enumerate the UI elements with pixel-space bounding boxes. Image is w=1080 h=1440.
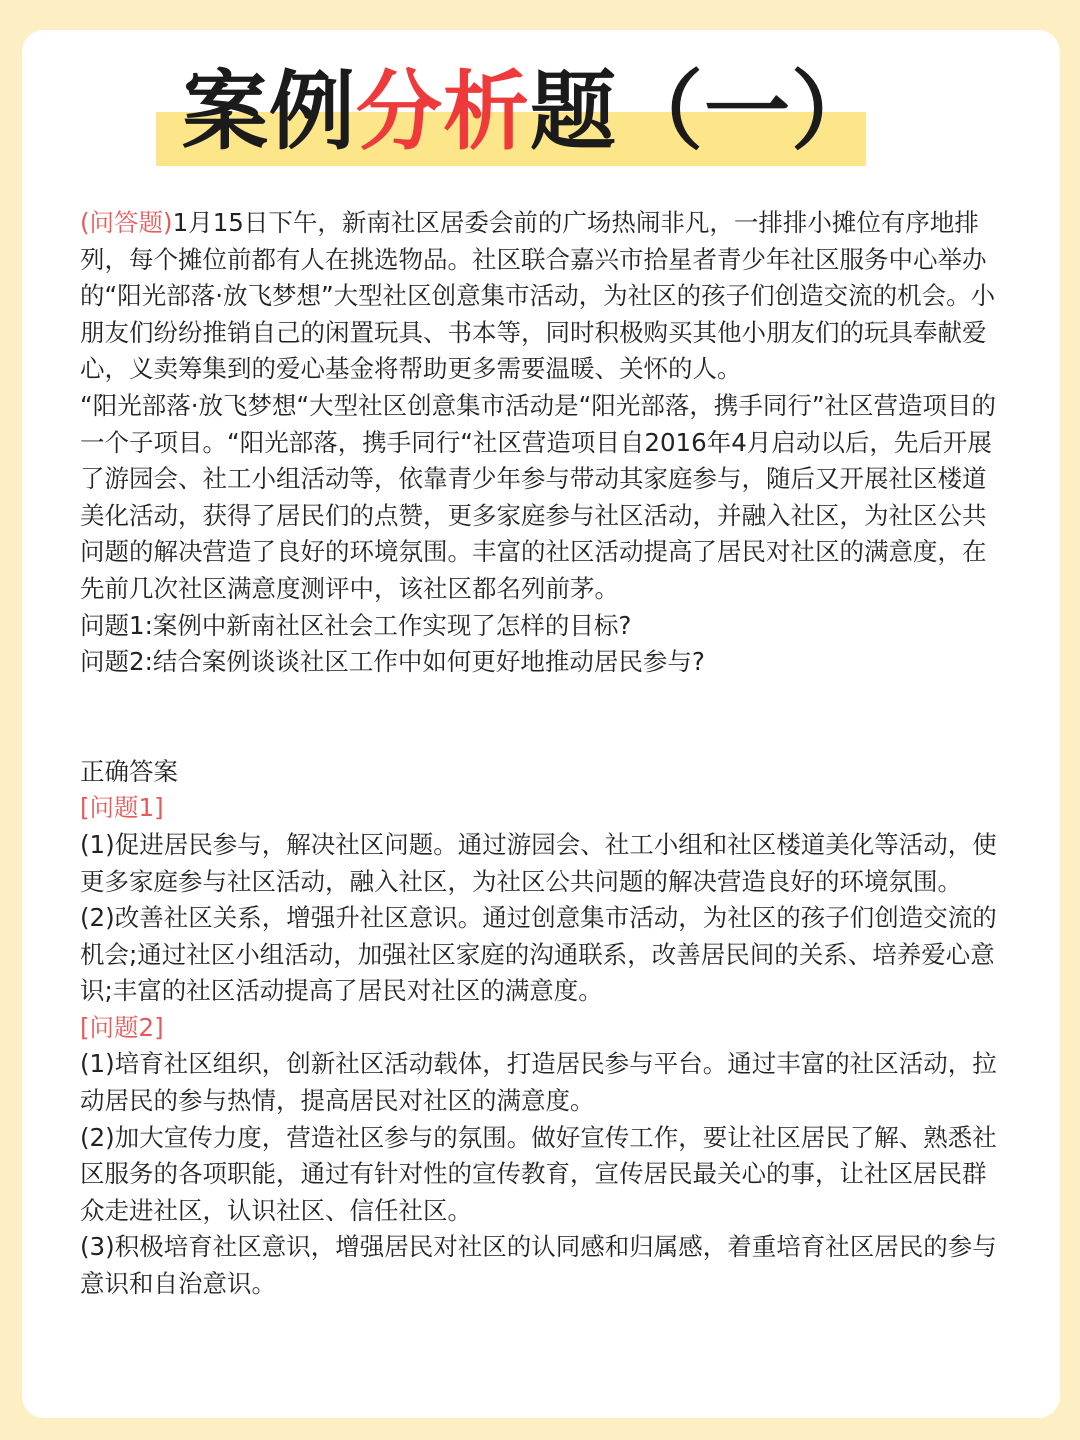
title-part-1: 案例 — [182, 62, 356, 162]
question-paragraph-1 — [80, 205, 1010, 388]
document-body — [80, 205, 1010, 1303]
question-2: 问题2:结合案例谈谈社区工作中如何更好地推动居民参与? — [80, 647, 705, 677]
question-paragraph-1-text: 1月15日下午，新南社区居委会前的广场热闹非凡，一排排小摊位有序地排列，每个摊位前都有人在挑选物品。社区联合嘉兴市拾星者青少年社区服务中心举办的“阳光部落·放飞梦想”大型社区创意集市活动，为社区的孩子们创造交流的机会。小朋友们纷纷推销自己的闲置玩具、书本等，同时积极购买其他小朋友们的玩具奉献爱心，义卖筹集到的爱心基金将帮助更多需要温暖、关怀的人。 — [80, 208, 996, 384]
answer-1-item-1: (1)促进居民参与，解决社区问题。通过游园会、社工小组和社区楼道美化等活动，使更多家庭参与社区活动，融入社区，为社区公共问题的解决营造良好的环境氛围。 — [80, 829, 997, 896]
title-part-2: 分析 — [356, 62, 530, 162]
answer-tag-2: [问题2] — [80, 1012, 164, 1042]
section-spacer — [80, 681, 1010, 754]
answer-2-item-2: (2)加大宣传力度，营造社区参与的氛围。做好宣传工作，要让社区居民了解、熟悉社区服务的各项职能，通过有针对性的宣传教育，宣传居民最关心的事，让社区居民群众走进社区，认识社区、信任社区。 — [80, 1122, 997, 1225]
question-1: 问题1:案例中新南社区社会工作实现了怎样的目标? — [80, 610, 632, 640]
question-type-tag: (问答题) — [80, 208, 173, 237]
page-title — [182, 62, 878, 162]
answer-1-item-2: (2)改善社区关系，增强升社区意识。通过创意集市活动，为社区的孩子们创造交流的机会;通过社区小组活动，加强社区家庭的沟通联系，改善居民间的关系、培养爱心意识;丰富的社区活动提高了居民对社区的满意度。 — [80, 903, 997, 1006]
answer-tag-1: [问题1] — [80, 793, 164, 823]
title-block — [156, 58, 878, 166]
answer-2-item-3: (3)积极培育社区意识，增强居民对社区的认同感和归属感，着重培育社区居民的参与意识和自治意识。 — [80, 1232, 997, 1299]
answer-heading: 正确答案 — [80, 756, 178, 786]
answer-2-item-1: (1)培育社区组织，创新社区活动载体，打造居民参与平台。通过丰富的社区活动，拉动居民的参与热情，提高居民对社区的满意度。 — [80, 1049, 997, 1116]
question-paragraph-2: “阳光部落·放飞梦想“大型社区创意集市活动是“阳光部落，携手同行”社区营造项目的一个子项目。“阳光部落，携手同行“社区营造项目自2016年4月启动以后，先后开展了游园会、社工小组活动等，依靠青少年参与带动其家庭参与，随后又开展社区楼道美化活动，获得了居民们的点赞，更多家庭参与社区活动，并融入社区，为社区公共问题的解决营造了良好的环境氛围。丰富的社区活动提高了居民对社区的满意度，在先前几次社区满意度测评中，该社区都名列前茅。 — [80, 390, 997, 603]
title-part-3: 题（一） — [530, 62, 878, 162]
